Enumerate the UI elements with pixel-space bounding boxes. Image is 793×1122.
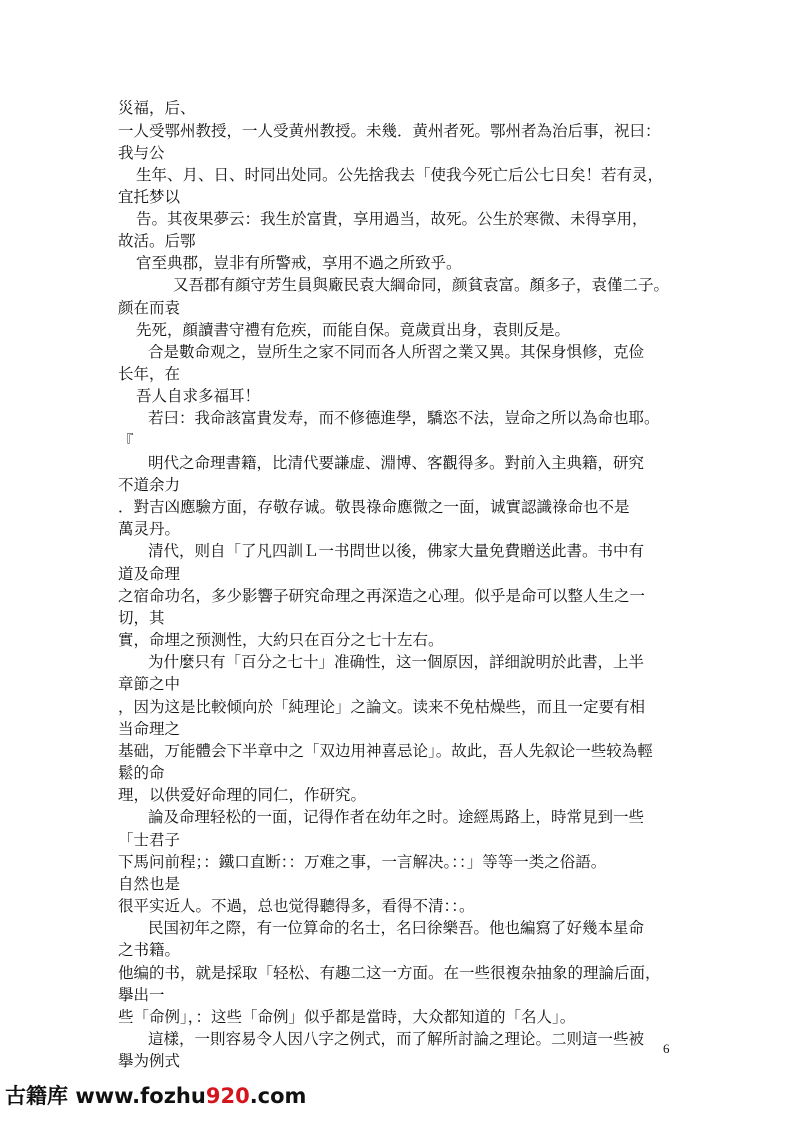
text-line: 理，以供爱好命理的同仁，作研究。	[118, 786, 367, 804]
text-line: 章節之中	[118, 675, 181, 693]
text-line: 明代之命理書籍，比清代要謙虚、淵博、客觀得多。對前入主典籍，研究	[148, 454, 645, 472]
text-line: 又吾郡有顔守芳生員與廠民袁大綱命同，颜貧袁富。顏多子，袁僅二子。	[173, 276, 670, 294]
url-number: 920	[205, 1084, 250, 1108]
text-line: 實，命埋之预测性，大約只在百分之七十左右。	[118, 631, 444, 649]
page-number: 6	[663, 1041, 670, 1056]
text-line: 他编的书，就是採取「轻松、有趣二这一方面。在一些很複杂抽象的理論后面，	[118, 964, 661, 982]
text-line: 鬆的命	[118, 764, 165, 782]
url-suffix: .com	[249, 1084, 307, 1108]
site-name: 古籍库	[5, 1084, 68, 1108]
text-line: 清代，则自「了凡四訓Ｌ一书問世以後，佛家大量免費贈送此書。书中有	[148, 542, 645, 560]
text-line: 告。其夜果夢云：我生於富貴，享用過当，故死。公生於寒微、未得享用，	[136, 210, 648, 228]
text-line: 吾人自求多福耳！	[136, 387, 261, 405]
text-line: 道及命理	[118, 565, 181, 583]
text-line: 不道余力	[118, 476, 181, 494]
text-line: 災福，后、	[118, 99, 196, 117]
text-line: 很平实近人。不過，总也觉得聽得多，看得不清：：。	[118, 897, 475, 915]
text-line: ．對吉凶應驗方面，存敬存诚。敬畏祿命應微之一面，诚實認識祿命也不是	[118, 498, 630, 516]
text-line: 這樣，一則容易令人因八字之例式，而了解所討論之理论。二则這一些被	[148, 1030, 645, 1048]
text-line: 基础，万能體会下半章中之「双边用神喜忌论」。故此，吾人先叙论一些较為輕	[118, 742, 653, 760]
text-line: 「士君子	[118, 831, 181, 849]
text-line: 『	[118, 432, 134, 450]
text-line: 萬灵丹。	[118, 520, 181, 538]
watermark-footer	[5, 1080, 306, 1110]
text-line: 生年、月、日、时同出处同。公先捨我去「使我今死亡后公七日矣！若有灵，	[136, 166, 664, 184]
text-line: 当命理之	[118, 720, 181, 738]
text-line: 之宿命功名，多少影響子研究命理之再深造之心理。似乎是命可以整人生之一	[118, 587, 646, 605]
text-line: 长年，在	[118, 365, 181, 383]
text-line: 先死，顔讀書守禮有危疾，而能自保。竟歲貢出身，袁則反是。	[136, 321, 571, 339]
text-line: 故活。后鄂	[118, 232, 196, 250]
text-line: 自然也是	[118, 875, 181, 893]
text-line: 之书籍。	[118, 941, 181, 959]
url-prefix: www.fozhu	[75, 1084, 206, 1108]
text-line: 官至典郡，豈非有所警戒，享用不過之所致乎。	[136, 254, 462, 272]
text-line: 擧出一	[118, 986, 165, 1004]
text-line: 下馬问前程；：鐵口直断：：万难之事，一言解决。：：」等等一类之俗語。	[118, 853, 607, 871]
site-url	[75, 1084, 306, 1108]
text-line: 切，其	[118, 609, 165, 627]
text-line: 論及命理轻松的一面，记得作者在幼年之时。途經馬路上，時常見到一些	[148, 808, 645, 826]
text-line: 擧为例式	[118, 1052, 181, 1070]
text-line: 为什麼只有「百分之七十」准确性，这一個原因，詳细說明於此書，上半	[148, 653, 645, 671]
text-line: 合是數命观之，豈所生之家不同而各人所習之業又異。其保身惧修，克俭	[148, 343, 645, 361]
text-line: 民国初年之際，有一位算命的名士，名曰徐樂吾。他也編寫了好幾本星命	[148, 919, 645, 937]
text-line: 些「命例」，：这些「命例」似乎都是當時，大众都知道的「名人」。	[118, 1008, 576, 1026]
text-line: 若曰：我命該富貴发寿，而不修德進學，驕恣不法，豈命之所以為命也耶。	[148, 409, 660, 427]
text-line: 宜托梦以	[118, 188, 181, 206]
text-line: 我与公	[118, 144, 165, 162]
text-line: ，因为这是比較倾向於「純理论」之論文。读来不免枯燥些，而且一定要有相	[118, 698, 646, 716]
text-line: 一人受鄂州教授，一人受黄州教授。未幾．黄州者死。鄂州者為治后事，祝曰：	[118, 122, 661, 140]
text-line: 颜在而袁	[118, 299, 181, 317]
